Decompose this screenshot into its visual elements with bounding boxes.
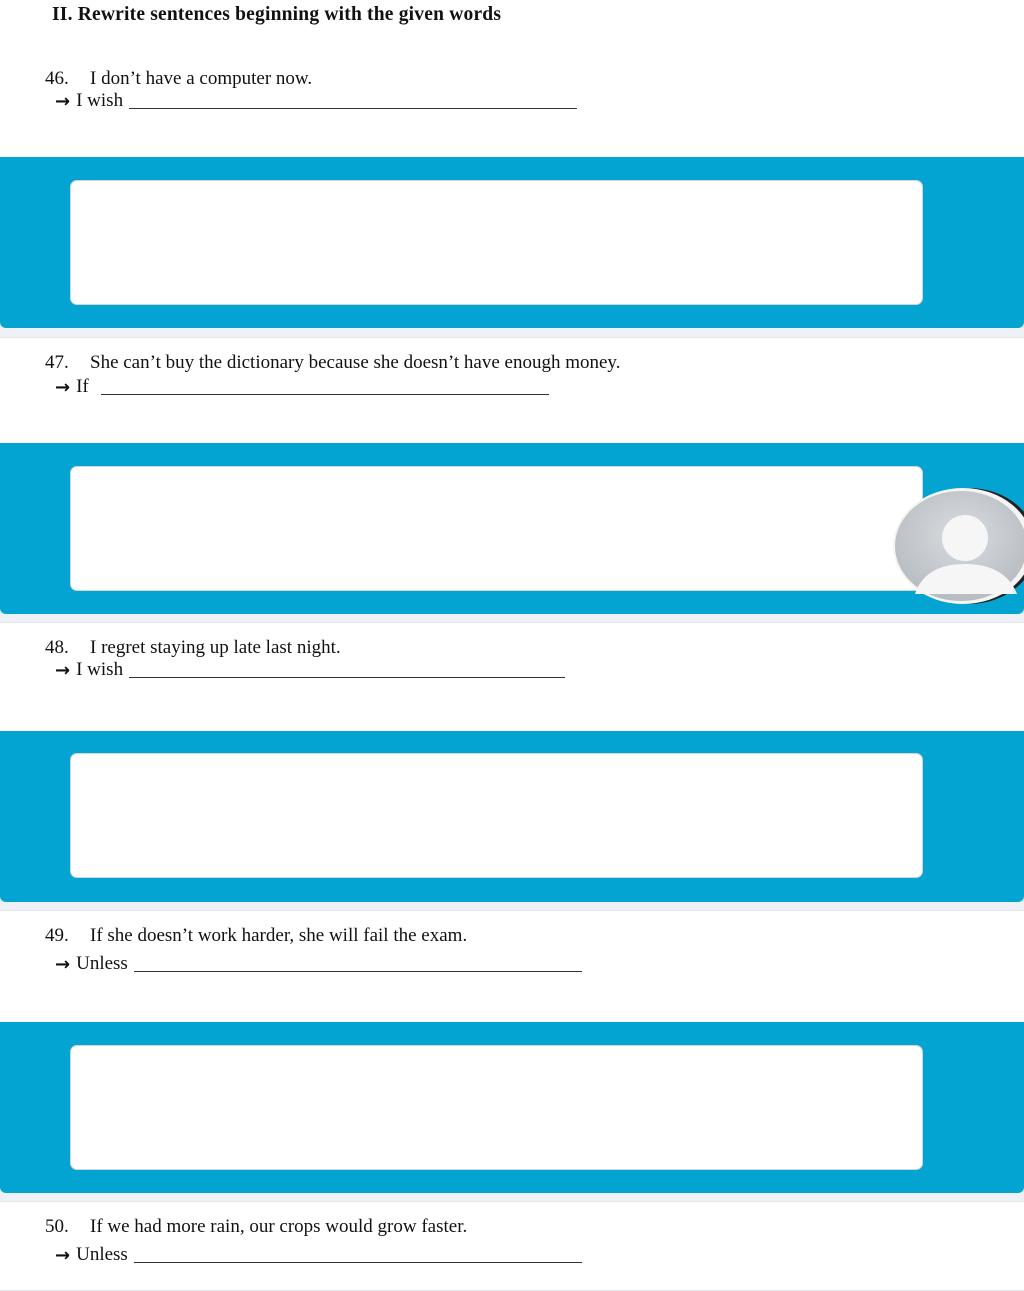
answer-band-46	[0, 157, 1024, 328]
arrow-right-icon: →	[55, 91, 71, 112]
answer-blank-line	[129, 108, 577, 109]
answer-band-49	[0, 1022, 1024, 1193]
answer-input-46[interactable]	[70, 180, 923, 305]
arrow-right-icon: →	[55, 1245, 71, 1266]
hint-prompt: I wish	[76, 659, 124, 680]
answer-band-47	[0, 443, 1024, 614]
rewrite-hint	[55, 1244, 582, 1266]
question-text	[45, 68, 312, 90]
question-card-50	[0, 1201, 1024, 1291]
answer-band-48	[0, 731, 1024, 902]
arrow-right-icon: →	[55, 660, 71, 681]
question-card-47	[0, 337, 1024, 444]
rewrite-hint	[55, 376, 549, 398]
question-sentence: If she doesn’t work harder, she will fail the exam.	[90, 925, 468, 946]
question-card-48	[0, 622, 1024, 732]
answer-blank-line	[134, 971, 582, 972]
rewrite-hint	[55, 953, 582, 975]
question-text	[45, 1216, 467, 1238]
question-sentence: I regret staying up late last night.	[90, 637, 341, 658]
hint-prompt: Unless	[76, 953, 128, 974]
question-text	[45, 637, 341, 659]
answer-input-49[interactable]	[70, 1045, 923, 1170]
question-text	[45, 352, 620, 374]
hint-prompt: If	[76, 376, 89, 397]
answer-blank-line	[134, 1262, 582, 1263]
question-sentence: I don’t have a computer now.	[90, 68, 313, 89]
answer-blank-line	[101, 394, 549, 395]
section-title: II. Rewrite sentences beginning with the given words	[52, 4, 502, 25]
arrow-right-icon: →	[55, 377, 71, 398]
answer-input-48[interactable]	[70, 753, 923, 878]
question-number: 47.	[45, 352, 69, 373]
question-number: 50.	[45, 1216, 69, 1237]
hint-prompt: Unless	[76, 1244, 128, 1265]
question-number: 48.	[45, 637, 69, 658]
floating-avatar-button[interactable]	[885, 486, 1024, 606]
answer-blank-line	[129, 677, 565, 678]
question-number: 49.	[45, 925, 69, 946]
question-card-46	[0, 0, 1024, 159]
answer-input-47[interactable]	[70, 466, 923, 591]
rewrite-hint	[55, 90, 577, 112]
question-sentence: If we had more rain, our crops would grow faster.	[90, 1216, 468, 1237]
question-sentence: She can’t buy the dictionary because she doesn’t have enough money.	[90, 352, 621, 373]
arrow-right-icon: →	[55, 954, 71, 975]
question-card-49	[0, 910, 1024, 1023]
user-avatar-icon	[885, 486, 1024, 606]
question-text	[45, 925, 467, 947]
question-number: 46.	[45, 68, 69, 89]
rewrite-hint	[55, 659, 565, 681]
hint-prompt: I wish	[76, 90, 124, 111]
